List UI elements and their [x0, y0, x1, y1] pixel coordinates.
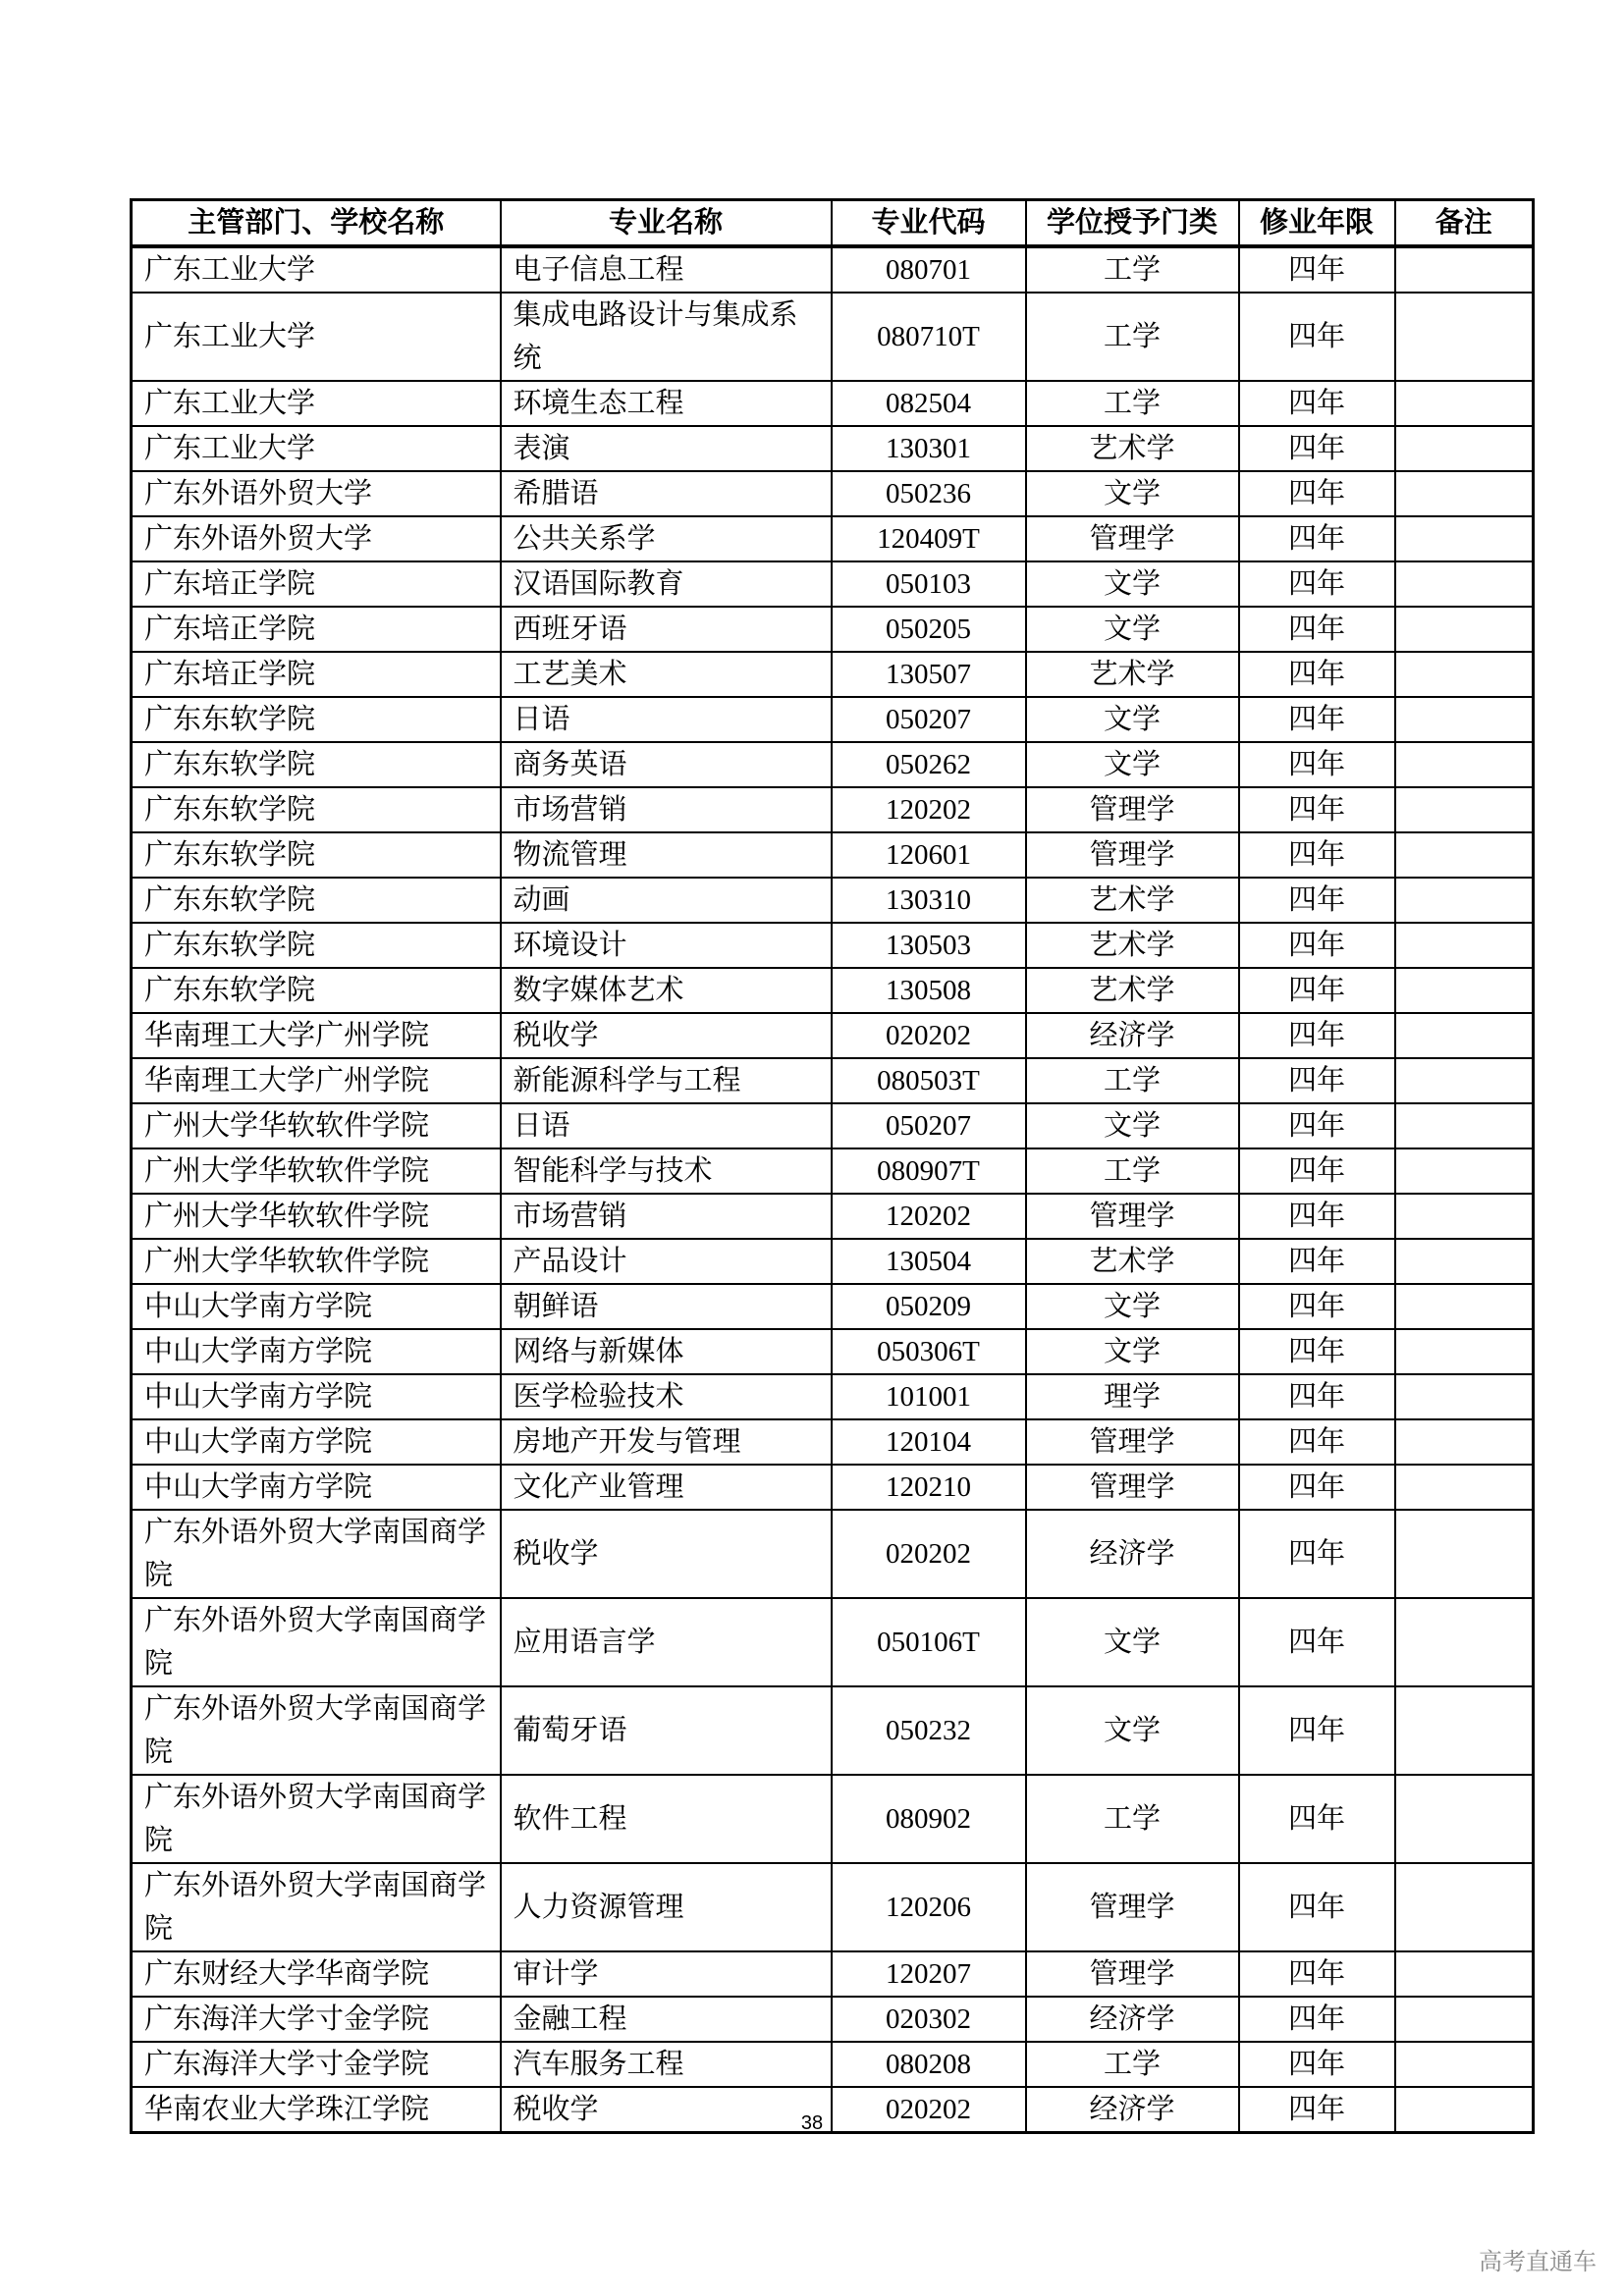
cell-school: 中山大学南方学院: [132, 1329, 501, 1374]
header-major: 专业名称: [501, 200, 832, 247]
cell-note: [1395, 1686, 1534, 1775]
cell-school: 广东工业大学: [132, 381, 501, 426]
cell-degree: 理学: [1026, 1374, 1239, 1419]
cell-years: 四年: [1239, 652, 1395, 697]
cell-note: [1395, 1058, 1534, 1103]
cell-years: 四年: [1239, 1465, 1395, 1510]
cell-degree: 文学: [1026, 1598, 1239, 1686]
cell-note: [1395, 2042, 1534, 2087]
cell-code: 120601: [832, 832, 1026, 878]
cell-degree: 文学: [1026, 1686, 1239, 1775]
cell-years: 四年: [1239, 1510, 1395, 1598]
cell-code: 120202: [832, 787, 1026, 832]
cell-school: 广东培正学院: [132, 607, 501, 652]
cell-code: 080902: [832, 1775, 1026, 1863]
cell-years: 四年: [1239, 832, 1395, 878]
cell-years: 四年: [1239, 742, 1395, 787]
cell-years: 四年: [1239, 426, 1395, 471]
table-row: [132, 293, 1534, 381]
cell-degree: 文学: [1026, 561, 1239, 607]
cell-code: 080208: [832, 2042, 1026, 2087]
cell-degree: 工学: [1026, 1148, 1239, 1194]
cell-school: 中山大学南方学院: [132, 1465, 501, 1510]
cell-code: 050232: [832, 1686, 1026, 1775]
cell-degree: 经济学: [1026, 2087, 1239, 2133]
cell-school: 华南农业大学珠江学院: [132, 2087, 501, 2133]
cell-years: 四年: [1239, 381, 1395, 426]
cell-code: 082504: [832, 381, 1026, 426]
cell-degree: 艺术学: [1026, 652, 1239, 697]
cell-years: 四年: [1239, 1148, 1395, 1194]
cell-school: 广东外语外贸大学: [132, 516, 501, 561]
cell-school: 中山大学南方学院: [132, 1419, 501, 1465]
table-row: [132, 561, 1534, 607]
cell-years: 四年: [1239, 516, 1395, 561]
cell-code: 080503T: [832, 1058, 1026, 1103]
cell-degree: 文学: [1026, 1329, 1239, 1374]
cell-major: 汉语国际教育: [501, 561, 832, 607]
cell-school: 广东财经大学华商学院: [132, 1951, 501, 1997]
table-row: [132, 968, 1534, 1013]
cell-note: [1395, 1951, 1534, 1997]
cell-years: 四年: [1239, 607, 1395, 652]
cell-degree: 文学: [1026, 742, 1239, 787]
cell-degree: 文学: [1026, 471, 1239, 516]
cell-years: 四年: [1239, 1419, 1395, 1465]
table-row: [132, 1374, 1534, 1419]
cell-code: 120207: [832, 1951, 1026, 1997]
table-row: [132, 471, 1534, 516]
cell-note: [1395, 561, 1534, 607]
cell-school: 广州大学华软软件学院: [132, 1239, 501, 1284]
watermark: 高考直通车: [1479, 2248, 1597, 2275]
cell-school: 广东东软学院: [132, 832, 501, 878]
table-row: [132, 1510, 1534, 1598]
cell-degree: 管理学: [1026, 1863, 1239, 1951]
header-school: 主管部门、学校名称: [132, 200, 501, 247]
cell-note: [1395, 381, 1534, 426]
table-row: [132, 1598, 1534, 1686]
cell-major: 汽车服务工程: [501, 2042, 832, 2087]
cell-degree: 管理学: [1026, 787, 1239, 832]
cell-code: 130310: [832, 878, 1026, 923]
cell-code: 050207: [832, 697, 1026, 742]
cell-years: 四年: [1239, 697, 1395, 742]
cell-note: [1395, 1419, 1534, 1465]
cell-school: 广东外语外贸大学南国商学院: [132, 1686, 501, 1775]
cell-years: 四年: [1239, 1239, 1395, 1284]
cell-note: [1395, 1148, 1534, 1194]
cell-note: [1395, 516, 1534, 561]
table-row: [132, 1058, 1534, 1103]
cell-school: 中山大学南方学院: [132, 1284, 501, 1329]
cell-major: 软件工程: [501, 1775, 832, 1863]
cell-school: 广东东软学院: [132, 697, 501, 742]
cell-degree: 经济学: [1026, 1510, 1239, 1598]
cell-school: 广州大学华软软件学院: [132, 1148, 501, 1194]
cell-major: 新能源科学与工程: [501, 1058, 832, 1103]
cell-code: 050106T: [832, 1598, 1026, 1686]
table-row: [132, 1194, 1534, 1239]
cell-school: 广东外语外贸大学南国商学院: [132, 1598, 501, 1686]
cell-years: 四年: [1239, 561, 1395, 607]
header-note: 备注: [1395, 200, 1534, 247]
cell-code: 020202: [832, 1013, 1026, 1058]
cell-degree: 经济学: [1026, 1013, 1239, 1058]
cell-note: [1395, 1284, 1534, 1329]
cell-code: 050262: [832, 742, 1026, 787]
cell-years: 四年: [1239, 1863, 1395, 1951]
cell-major: 朝鲜语: [501, 1284, 832, 1329]
cell-code: 080907T: [832, 1148, 1026, 1194]
page-number: 38: [800, 2112, 824, 2134]
cell-code: 080710T: [832, 293, 1026, 381]
cell-major: 日语: [501, 1103, 832, 1148]
table-row: [132, 246, 1534, 293]
cell-code: 130503: [832, 923, 1026, 968]
cell-major: 审计学: [501, 1951, 832, 1997]
cell-note: [1395, 1598, 1534, 1686]
cell-school: 广东外语外贸大学: [132, 471, 501, 516]
cell-note: [1395, 607, 1534, 652]
cell-note: [1395, 968, 1534, 1013]
cell-years: 四年: [1239, 293, 1395, 381]
cell-school: 广州大学华软软件学院: [132, 1194, 501, 1239]
cell-major: 房地产开发与管理: [501, 1419, 832, 1465]
table-row: [132, 1103, 1534, 1148]
table-row: [132, 832, 1534, 878]
cell-degree: 工学: [1026, 1058, 1239, 1103]
cell-code: 050207: [832, 1103, 1026, 1148]
header-code: 专业代码: [832, 200, 1026, 247]
table-row: [132, 1284, 1534, 1329]
cell-degree: 工学: [1026, 381, 1239, 426]
table-row: [132, 878, 1534, 923]
cell-school: 广东工业大学: [132, 246, 501, 293]
cell-major: 市场营销: [501, 1194, 832, 1239]
cell-code: 120210: [832, 1465, 1026, 1510]
cell-note: [1395, 1374, 1534, 1419]
cell-note: [1395, 293, 1534, 381]
cell-degree: 工学: [1026, 2042, 1239, 2087]
header-degree: 学位授予门类: [1026, 200, 1239, 247]
cell-note: [1395, 1013, 1534, 1058]
cell-major: 集成电路设计与集成系统: [501, 293, 832, 381]
cell-major: 电子信息工程: [501, 246, 832, 293]
cell-major: 葡萄牙语: [501, 1686, 832, 1775]
cell-years: 四年: [1239, 1103, 1395, 1148]
table-row: [132, 426, 1534, 471]
cell-school: 广东工业大学: [132, 426, 501, 471]
cell-code: 080701: [832, 246, 1026, 293]
cell-note: [1395, 652, 1534, 697]
cell-school: 广东海洋大学寸金学院: [132, 2042, 501, 2087]
cell-major: 工艺美术: [501, 652, 832, 697]
cell-degree: 管理学: [1026, 1465, 1239, 1510]
cell-note: [1395, 1194, 1534, 1239]
cell-code: 050103: [832, 561, 1026, 607]
cell-degree: 文学: [1026, 1103, 1239, 1148]
cell-note: [1395, 832, 1534, 878]
cell-degree: 文学: [1026, 1284, 1239, 1329]
cell-major: 网络与新媒体: [501, 1329, 832, 1374]
cell-code: 020302: [832, 1997, 1026, 2042]
table-header-row: [132, 200, 1534, 247]
cell-degree: 管理学: [1026, 1951, 1239, 1997]
cell-degree: 管理学: [1026, 1419, 1239, 1465]
cell-note: [1395, 1239, 1534, 1284]
cell-note: [1395, 246, 1534, 293]
cell-major: 动画: [501, 878, 832, 923]
table-row: [132, 652, 1534, 697]
cell-code: 050236: [832, 471, 1026, 516]
cell-code: 130507: [832, 652, 1026, 697]
cell-degree: 艺术学: [1026, 878, 1239, 923]
cell-degree: 艺术学: [1026, 923, 1239, 968]
cell-major: 市场营销: [501, 787, 832, 832]
cell-degree: 管理学: [1026, 516, 1239, 561]
cell-code: 120104: [832, 1419, 1026, 1465]
cell-school: 广东培正学院: [132, 652, 501, 697]
cell-code: 020202: [832, 1510, 1026, 1598]
cell-degree: 文学: [1026, 607, 1239, 652]
table-row: [132, 742, 1534, 787]
cell-major: 人力资源管理: [501, 1863, 832, 1951]
cell-note: [1395, 471, 1534, 516]
cell-note: [1395, 1863, 1534, 1951]
cell-note: [1395, 1329, 1534, 1374]
cell-major: 税收学: [501, 1510, 832, 1598]
cell-years: 四年: [1239, 1598, 1395, 1686]
cell-degree: 工学: [1026, 293, 1239, 381]
cell-years: 四年: [1239, 923, 1395, 968]
cell-years: 四年: [1239, 1951, 1395, 1997]
cell-years: 四年: [1239, 1686, 1395, 1775]
cell-years: 四年: [1239, 1374, 1395, 1419]
cell-note: [1395, 1775, 1534, 1863]
cell-major: 希腊语: [501, 471, 832, 516]
table-row: [132, 607, 1534, 652]
cell-degree: 文学: [1026, 697, 1239, 742]
header-years: 修业年限: [1239, 200, 1395, 247]
cell-note: [1395, 1465, 1534, 1510]
cell-years: 四年: [1239, 1058, 1395, 1103]
cell-note: [1395, 1103, 1534, 1148]
cell-school: 广东海洋大学寸金学院: [132, 1997, 501, 2042]
cell-code: 020202: [832, 2087, 1026, 2133]
cell-major: 医学检验技术: [501, 1374, 832, 1419]
cell-major: 西班牙语: [501, 607, 832, 652]
cell-code: 101001: [832, 1374, 1026, 1419]
cell-school: 广东外语外贸大学南国商学院: [132, 1863, 501, 1951]
table-row: [132, 2042, 1534, 2087]
cell-code: 120202: [832, 1194, 1026, 1239]
cell-code: 120206: [832, 1863, 1026, 1951]
cell-degree: 艺术学: [1026, 426, 1239, 471]
table-row: [132, 923, 1534, 968]
cell-degree: 艺术学: [1026, 1239, 1239, 1284]
cell-major: 税收学: [501, 2087, 832, 2133]
cell-note: [1395, 787, 1534, 832]
cell-code: 050205: [832, 607, 1026, 652]
cell-note: [1395, 878, 1534, 923]
cell-years: 四年: [1239, 1013, 1395, 1058]
cell-code: 050306T: [832, 1329, 1026, 1374]
majors-table: [130, 198, 1535, 2134]
cell-code: 120409T: [832, 516, 1026, 561]
cell-years: 四年: [1239, 878, 1395, 923]
table-row: [132, 1419, 1534, 1465]
cell-major: 表演: [501, 426, 832, 471]
cell-years: 四年: [1239, 1775, 1395, 1863]
cell-note: [1395, 697, 1534, 742]
cell-years: 四年: [1239, 968, 1395, 1013]
cell-school: 华南理工大学广州学院: [132, 1013, 501, 1058]
table-row: [132, 1686, 1534, 1775]
cell-major: 智能科学与技术: [501, 1148, 832, 1194]
cell-major: 物流管理: [501, 832, 832, 878]
cell-major: 应用语言学: [501, 1598, 832, 1686]
table-row: [132, 1775, 1534, 1863]
table-row: [132, 1239, 1534, 1284]
cell-major: 金融工程: [501, 1997, 832, 2042]
cell-major: 数字媒体艺术: [501, 968, 832, 1013]
table-row: [132, 381, 1534, 426]
cell-note: [1395, 426, 1534, 471]
cell-degree: 经济学: [1026, 1997, 1239, 2042]
cell-school: 广东东软学院: [132, 742, 501, 787]
cell-note: [1395, 1510, 1534, 1598]
table-row: [132, 516, 1534, 561]
cell-school: 中山大学南方学院: [132, 1374, 501, 1419]
cell-school: 广东培正学院: [132, 561, 501, 607]
cell-years: 四年: [1239, 2087, 1395, 2133]
cell-years: 四年: [1239, 1329, 1395, 1374]
cell-note: [1395, 742, 1534, 787]
table-row: [132, 1951, 1534, 1997]
cell-major: 环境生态工程: [501, 381, 832, 426]
cell-degree: 管理学: [1026, 1194, 1239, 1239]
cell-degree: 工学: [1026, 246, 1239, 293]
table-row: [132, 1863, 1534, 1951]
table-row: [132, 697, 1534, 742]
cell-years: 四年: [1239, 787, 1395, 832]
cell-degree: 艺术学: [1026, 968, 1239, 1013]
table-row: [132, 787, 1534, 832]
cell-years: 四年: [1239, 2042, 1395, 2087]
cell-major: 税收学: [501, 1013, 832, 1058]
cell-major: 产品设计: [501, 1239, 832, 1284]
cell-major: 商务英语: [501, 742, 832, 787]
table-row: [132, 1329, 1534, 1374]
cell-school: 广东东软学院: [132, 923, 501, 968]
cell-school: 广东外语外贸大学南国商学院: [132, 1510, 501, 1598]
cell-major: 公共关系学: [501, 516, 832, 561]
cell-code: 130504: [832, 1239, 1026, 1284]
cell-years: 四年: [1239, 1997, 1395, 2042]
table-row: [132, 1013, 1534, 1058]
cell-years: 四年: [1239, 246, 1395, 293]
cell-school: 华南理工大学广州学院: [132, 1058, 501, 1103]
cell-school: 广州大学华软软件学院: [132, 1103, 501, 1148]
cell-years: 四年: [1239, 1284, 1395, 1329]
cell-school: 广东东软学院: [132, 968, 501, 1013]
cell-code: 130301: [832, 426, 1026, 471]
cell-school: 广东外语外贸大学南国商学院: [132, 1775, 501, 1863]
cell-major: 日语: [501, 697, 832, 742]
cell-degree: 管理学: [1026, 832, 1239, 878]
cell-school: 广东东软学院: [132, 787, 501, 832]
cell-major: 环境设计: [501, 923, 832, 968]
cell-code: 130508: [832, 968, 1026, 1013]
cell-years: 四年: [1239, 471, 1395, 516]
cell-years: 四年: [1239, 1194, 1395, 1239]
table-row: [132, 1148, 1534, 1194]
cell-note: [1395, 923, 1534, 968]
cell-school: 广东东软学院: [132, 878, 501, 923]
cell-major: 文化产业管理: [501, 1465, 832, 1510]
table-row: [132, 1465, 1534, 1510]
cell-code: 050209: [832, 1284, 1026, 1329]
cell-note: [1395, 1997, 1534, 2042]
cell-degree: 工学: [1026, 1775, 1239, 1863]
table-row: [132, 1997, 1534, 2042]
cell-school: 广东工业大学: [132, 293, 501, 381]
